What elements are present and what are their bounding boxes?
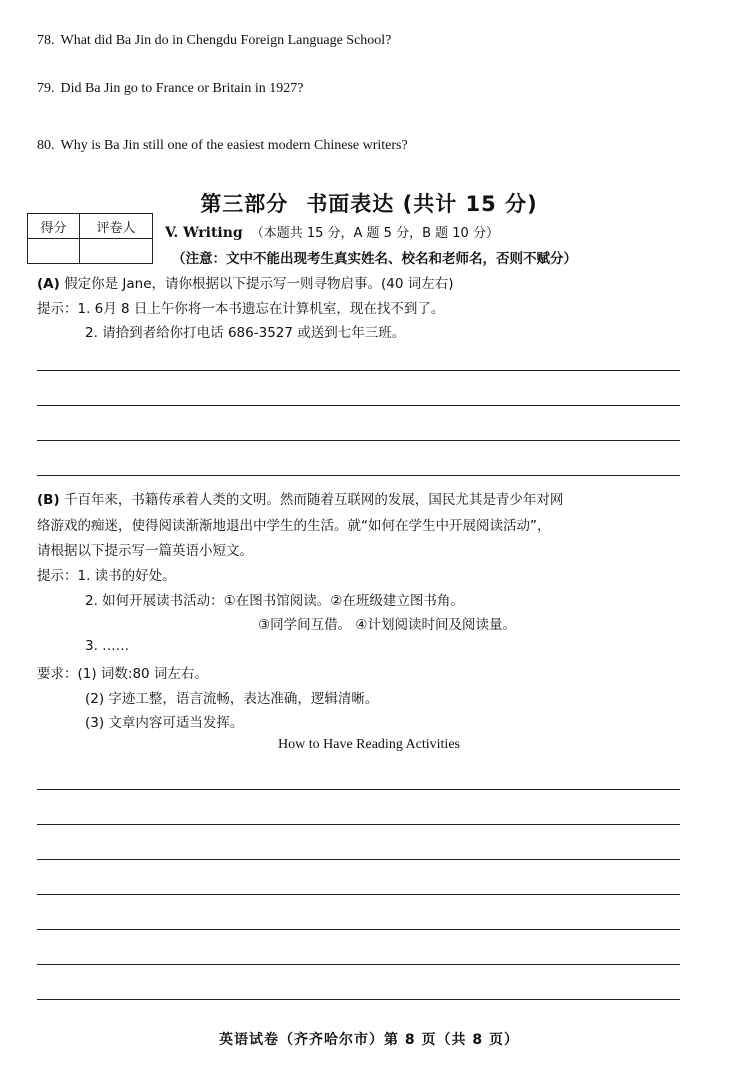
page-footer: 英语试卷（齐齐哈尔市）第 8 页（共 8 页） [219,1032,519,1048]
part-b-hint-2-cont: ③同学间互借。 ④计划阅读时间及阅读量。 [258,617,516,633]
part-b-intro-3: 请根据以下提示写一篇英语小短文。 [37,543,253,559]
score-table [27,213,153,264]
answer-line-a-3[interactable] [37,440,680,441]
question-78: 78. What did Ba Jin do in Chengdu Foreign Language School? [37,33,392,48]
part-a-prompt: (A) 假定你是 Jane，请你根据以下提示写一则寻物启事。(40 词左右) [37,276,454,292]
part-b-hint-1: 提示：1. 读书的好处。 [37,568,176,584]
answer-line-b-7[interactable] [37,999,680,1000]
score-cell[interactable] [28,239,80,264]
answer-line-a-2[interactable] [37,405,680,406]
answer-line-b-2[interactable] [37,824,680,825]
question-80: 80. Why is Ba Jin still one of the easiest modern Chinese writers? [37,138,408,153]
part-b-intro-2: 络游戏的痴迷，使得阅读渐渐地退出中学生的生活。就“如何在学生中开展阅读活动”， [37,518,551,534]
score-label: 得分 [28,214,80,239]
answer-line-b-4[interactable] [37,894,680,895]
answer-line-b-5[interactable] [37,929,680,930]
part-b-req-2: (2) 字迹工整，语言流畅，表达准确，逻辑清晰。 [85,691,379,707]
part-a-hint-2: 2. 请拾到者给你打电话 686-3527 或送到七年三班。 [85,325,406,341]
part-b-hint-3: 3. …… [85,638,130,654]
part-b-intro-1: (B) 千百年来，书籍传承着人类的文明。然而随着互联网的发展，国民尤其是青少年对网 [37,492,564,508]
part-b-req-3: (3) 文章内容可适当发挥。 [85,715,244,731]
section-heading: V. Writing （本题共 15 分，A 题 5 分，B 题 10 分） [165,225,499,241]
answer-line-a-1[interactable] [37,370,680,371]
part-a-hint-1: 提示：1. 6月 8 日上午你将一本书遗忘在计算机室，现在找不到了。 [37,301,445,317]
grader-cell[interactable] [80,239,153,264]
part-title: 第三部分 书面表达 (共计 15 分) [200,192,538,216]
answer-line-a-4[interactable] [37,475,680,476]
question-79: 79. Did Ba Jin go to France or Britain in 1927? [37,81,304,96]
answer-line-b-6[interactable] [37,964,680,965]
answer-line-b-3[interactable] [37,859,680,860]
answer-line-b-1[interactable] [37,789,680,790]
grader-label: 评卷人 [80,214,153,239]
section-notice: （注意：文中不能出现考生真实姓名、校名和老师名，否则不赋分） [172,251,577,267]
part-b-req-1: 要求：(1) 词数:80 词左右。 [37,666,208,682]
essay-title: How to Have Reading Activities [278,737,460,752]
part-b-hint-2: 2. 如何开展读书活动：①在图书馆阅读。②在班级建立图书角。 [85,593,464,609]
